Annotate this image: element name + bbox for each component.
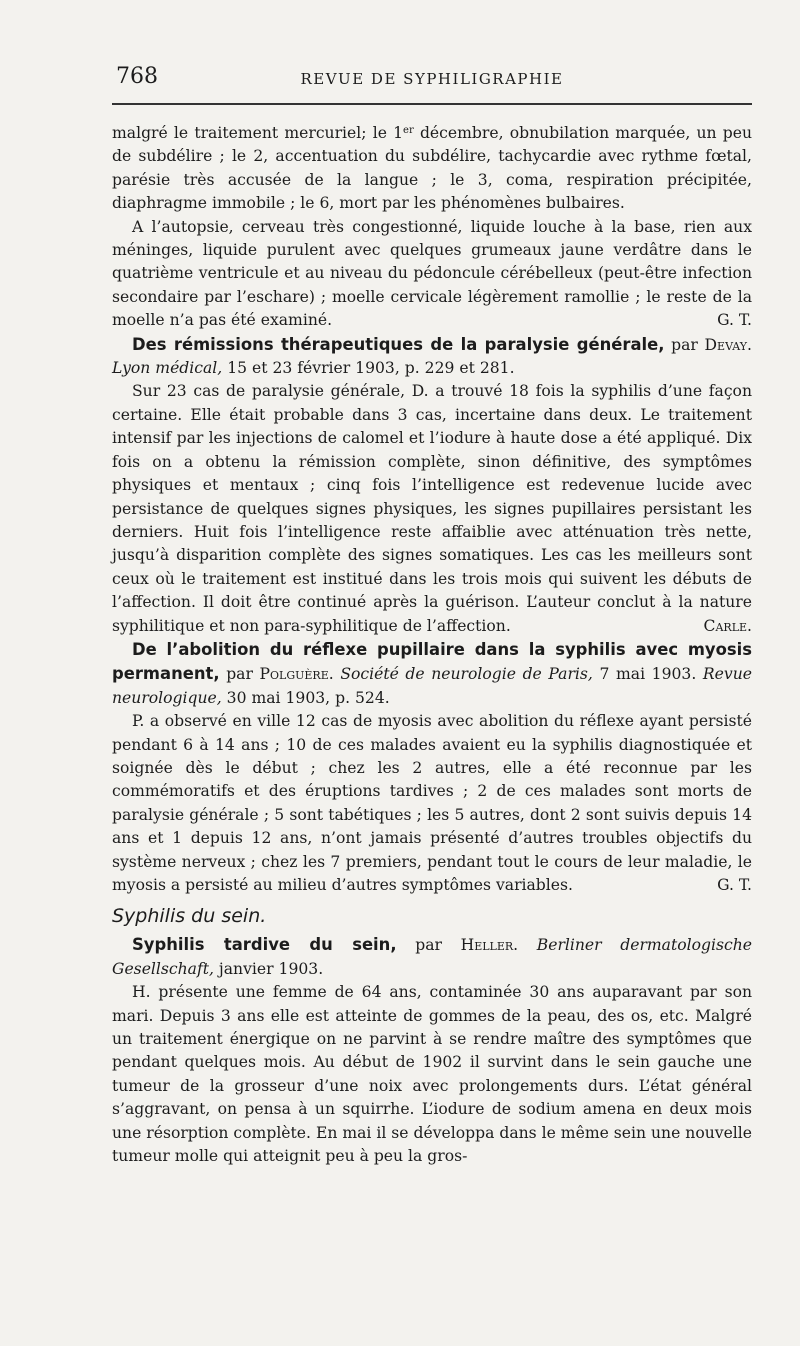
- page-header: [112, 62, 752, 98]
- journal-name: Revue neurologique,: [112, 665, 752, 707]
- paragraph-continued: malgré le traitement mercuriel; le 1er décembre, obnubilation marquée, un peu de subdélire ; le 2, accentuation du subdélire, tachycardie avec rythme fœtal, parésie très accusée de la langue ; le 3, coma, respiration précipitée, diaphragme immobile ; le 6, mort par les phénomènes bulbaires.: [112, 124, 753, 213]
- section-title: Syphilis du sein.: [112, 905, 267, 928]
- signature: Carle.: [703, 616, 752, 635]
- article-author: Devay: [704, 335, 748, 354]
- header-rule: [112, 103, 752, 105]
- article-title: Syphilis tardive du sein,: [132, 935, 397, 955]
- page-number: 768: [116, 64, 158, 89]
- ordinal-superscript: er: [403, 125, 414, 136]
- article-heading: Syphilis tardive du sein, par Heller. Berliner dermatologische Gesellschaft, janvier 1903.: [112, 935, 752, 978]
- running-title: REVUE DE SYPHILIGRAPHIE: [300, 70, 564, 88]
- article-heading: De l’abolition du réflexe pupillaire dans la syphilis avec myosis permanent, par Polguère. Société de neurologie de Paris, 7 mai 1903. Revue neurologique, 30 mai 1903, p. 524.: [112, 639, 752, 707]
- article-title: Des rémissions thérapeutiques de la paralysie générale,: [132, 334, 665, 354]
- page-body: [112, 122, 752, 1168]
- journal-name: Société de neurologie de Paris,: [340, 665, 593, 684]
- journal-name: Berliner dermatologische Gesellschaft,: [112, 936, 752, 978]
- article-body: P. a observé en ville 12 cas de myosis avec abolition du réflexe ayant persisté pendant 6 à 14 ans ; 10 de ces malades avaient eu la syphilis diagnostiquée et soignée dès le début ; chez les 2 autres, elle a été reconnue par les commémoratifs et des éruptions tardives ; 2 de ces malades sont morts de paralysie générale ; 5 sont tabétiques ; les 5 autres, dont 2 sont suivis depuis 14 ans et 1 depuis 12 ans, n’ont jamais présenté d’autres troubles objectifs du système nerveux ; chez les 7 premiers, pendant tout le cours de leur maladie, le myosis a persisté au milieu d’autres symptômes variables. G. T.: [112, 710, 752, 897]
- article-author: Heller: [460, 936, 514, 955]
- journal-name: Lyon médical,: [112, 359, 223, 378]
- article-heading: Des rémissions thérapeutiques de la paralysie générale, par Devay. Lyon médical, 15 et 23 février 1903, p. 229 et 281.: [112, 334, 752, 378]
- article-body: H. présente une femme de 64 ans, contaminée 30 ans auparavant par son mari. Depuis 3 ans elle est atteinte de gommes de la peau, des os, etc. Malgré un traitement énergique on ne parvint à se rendre maître des symptômes que pendant quelques mois. Au début de 1902 il survint dans le sein gauche une tumeur de la grosseur d’une noix avec prolongements durs. L’état général s’aggravant, on pensa à un squirrhe. L’iodure de sodium amena en deux mois une résorption complète. En mai il se développa dans le même sein une nouvelle tumeur molle qui atteignit peu à peu la gros-: [112, 983, 752, 1166]
- article-body: Sur 23 cas de paralysie générale, D. a trouvé 18 fois la syphilis d’une façon certaine. Elle était probable dans 3 cas, incertaine dans deux. Le traitement intensif par les injections de calomel et l’iodure à haute dose a été appliqué. Dix fois on a obtenu la rémission complète, sinon définitive, des symptômes physiques et mentaux ; cinq fois l’intelligence est redevenue lucide avec persistance de quelques signes physiques, les signes pupillaires persistant les derniers. Huit fois l’intelligence reste affaiblie avec atténuation très nette, jusqu’à disparition complète des signes somatiques. Les cas les meilleurs sont ceux où le traitement est institué dans les trois mois qui suivent les débuts de l’affection. Il doit être continué après la guérison. L’auteur conclut à la nature syphilitique et non para-syphilitique de l’affection. Carle.: [112, 380, 752, 637]
- article-title: De l’abolition du réflexe pupillaire dans la syphilis avec myosis permanent,: [112, 639, 752, 684]
- signature: G. T.: [717, 311, 752, 330]
- signature: G. T.: [717, 876, 752, 894]
- article-author: Polguère: [259, 665, 329, 684]
- paragraph-autopsy: A l’autopsie, cerveau très congestionné, liquide louche à la base, rien aux méninges, liquide purulent avec quelques grumeaux jaune verdâtre dans le quatrième ventricule et au niveau du pédoncule cérébelleux (peut-être infection secondaire par l’eschare) ; moelle cervicale légèrement ramollie ; le reste de la moelle n’a pas été examiné. G. T.: [112, 216, 752, 333]
